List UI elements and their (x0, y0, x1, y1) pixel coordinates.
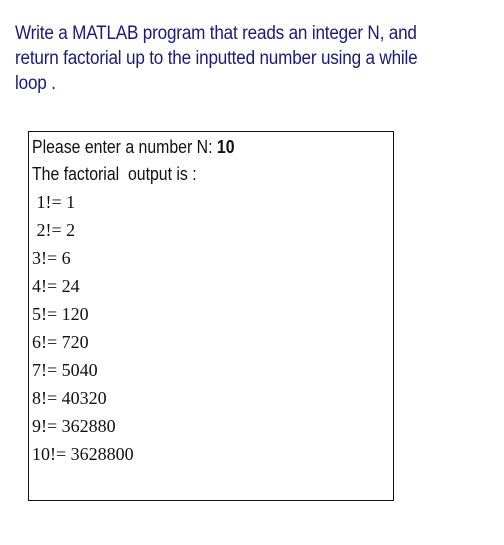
question-line-1: Write a MATLAB program that reads an integer N, and (15, 23, 417, 44)
factorial-result-line: 5!= 120 (32, 304, 89, 324)
console-prompt-line (32, 137, 235, 158)
console-output-header: The factorial output is : (32, 164, 197, 184)
factorial-result-line: 9!= 362880 (32, 416, 116, 436)
console-output-box (28, 131, 394, 501)
question-line-2: return factorial up to the inputted number using a while (15, 48, 418, 69)
factorial-result-line: 8!= 40320 (32, 388, 107, 408)
factorial-result-line: 10!= 3628800 (32, 444, 134, 464)
console-prompt-value: 10 (216, 137, 235, 157)
console-prompt-text: Please enter a number N: (32, 137, 217, 157)
factorial-result-line: 2!= 2 (32, 220, 76, 240)
factorial-result-line: 3!= 6 (32, 248, 71, 268)
question-line-3: loop . (15, 73, 56, 94)
factorial-result-line: 7!= 5040 (32, 360, 98, 380)
factorial-result-line: 6!= 720 (32, 332, 89, 352)
factorial-result-line: 4!= 24 (32, 276, 80, 296)
question-text (15, 21, 438, 96)
factorial-result-line: 1!= 1 (32, 192, 76, 212)
